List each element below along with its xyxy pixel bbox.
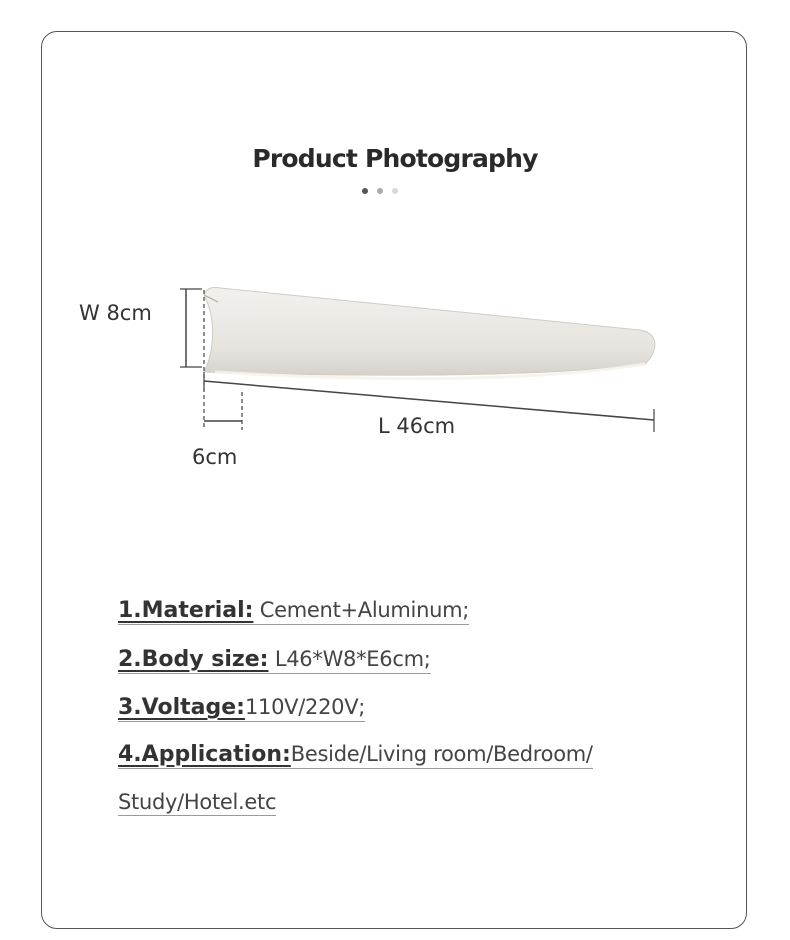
page-title: Product Photography	[252, 144, 538, 173]
spec-value: Beside/Living room/Bedroom/	[290, 742, 593, 766]
spec-key: 3.Voltage:	[118, 695, 245, 720]
length-label: L 46cm	[378, 414, 456, 438]
spec-key: 4.Application:	[118, 742, 291, 767]
spec-voltage	[118, 695, 365, 722]
spec-value: 110V/220V;	[244, 695, 366, 719]
spec-key: 1.Material:	[118, 598, 254, 623]
width-label: W 8cm	[79, 301, 152, 325]
spec-application-continued	[118, 790, 276, 816]
spec-value: Study/Hotel.etc	[118, 790, 277, 814]
wall-lamp-image	[204, 287, 655, 375]
spec-body-size	[118, 647, 431, 674]
spec-material	[118, 598, 469, 625]
spec-value: Cement+Aluminum;	[253, 598, 470, 622]
spec-value: L46*W8*E6cm;	[268, 647, 431, 671]
depth-label: 6cm	[192, 445, 238, 469]
spec-application	[118, 742, 593, 769]
spec-key: 2.Body size:	[118, 647, 269, 672]
